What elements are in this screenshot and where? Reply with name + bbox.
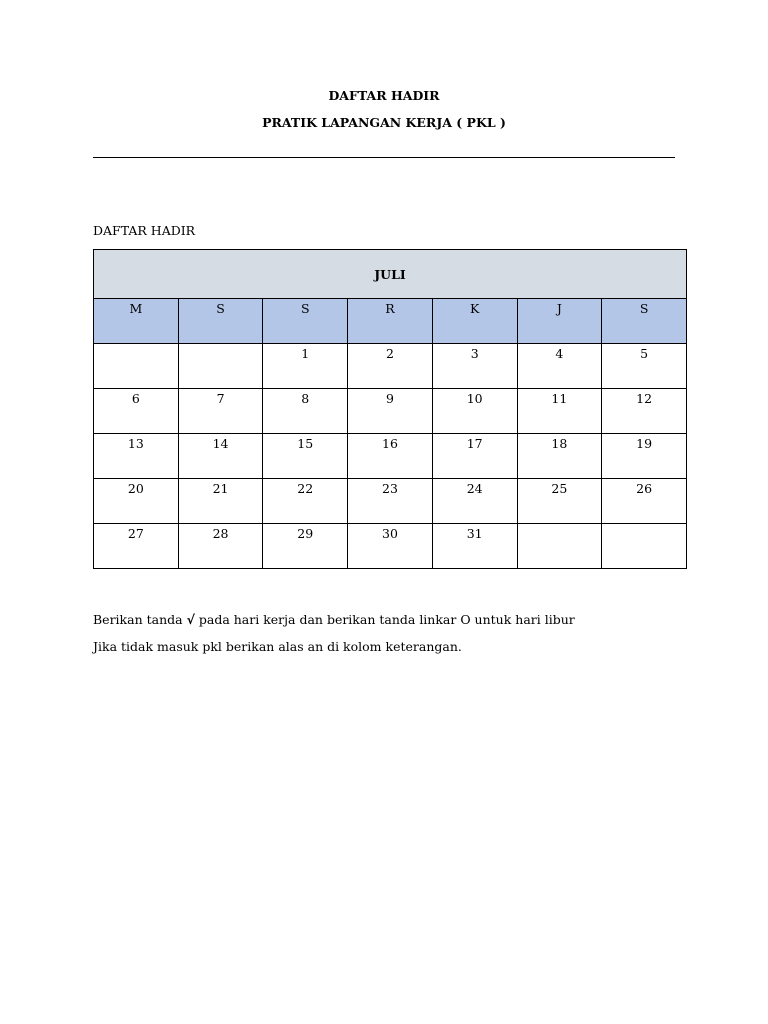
date-cell[interactable] [94,344,179,389]
date-cell[interactable]: 10 [432,389,517,434]
date-cell[interactable]: 1 [263,344,348,389]
day-header: M [94,299,179,344]
date-cell[interactable]: 30 [348,524,433,569]
date-cell[interactable]: 29 [263,524,348,569]
date-cell[interactable]: 7 [178,389,263,434]
date-cell[interactable] [178,344,263,389]
week-row [94,434,687,479]
date-cell[interactable]: 17 [432,434,517,479]
date-cell[interactable]: 16 [348,434,433,479]
date-cell[interactable]: 3 [432,344,517,389]
day-header: K [432,299,517,344]
month-header: JULI [94,250,687,299]
date-cell[interactable]: 9 [348,389,433,434]
checkmark-icon: √ [186,612,195,627]
date-cell[interactable]: 14 [178,434,263,479]
section-label: DAFTAR HADIR [93,223,196,238]
week-row [94,344,687,389]
attendance-calendar [93,249,687,569]
date-cell[interactable]: 2 [348,344,433,389]
date-cell[interactable]: 8 [263,389,348,434]
instruction-text-before: Berikan tanda [93,612,187,627]
day-header: R [348,299,433,344]
date-cell[interactable]: 13 [94,434,179,479]
date-cell[interactable]: 6 [94,389,179,434]
date-cell[interactable]: 25 [517,479,602,524]
date-cell[interactable]: 28 [178,524,263,569]
date-cell[interactable]: 27 [94,524,179,569]
date-cell[interactable]: 15 [263,434,348,479]
date-cell[interactable]: 11 [517,389,602,434]
week-row [94,524,687,569]
date-cell[interactable]: 21 [178,479,263,524]
header-divider [93,157,675,158]
day-header: S [178,299,263,344]
instruction-text-after: pada hari kerja dan berikan tanda linkar O untuk hari libur [194,612,575,627]
day-header: J [517,299,602,344]
day-header: S [602,299,687,344]
date-cell[interactable]: 23 [348,479,433,524]
date-cell[interactable]: 26 [602,479,687,524]
date-cell[interactable]: 19 [602,434,687,479]
instruction-line-1 [93,612,575,627]
date-cell[interactable]: 4 [517,344,602,389]
date-cell[interactable] [517,524,602,569]
week-row [94,389,687,434]
date-cell[interactable]: 18 [517,434,602,479]
day-header: S [263,299,348,344]
date-cell[interactable]: 31 [432,524,517,569]
document-title: DAFTAR HADIR [328,88,440,103]
date-cell[interactable]: 24 [432,479,517,524]
instruction-line-2: Jika tidak masuk pkl berikan alas an di kolom keterangan. [93,639,462,654]
day-header-row [94,299,687,344]
date-cell[interactable]: 20 [94,479,179,524]
date-cell[interactable]: 12 [602,389,687,434]
week-row [94,479,687,524]
document-subtitle: PRATIK LAPANGAN KERJA ( PKL ) [262,115,506,130]
date-cell[interactable]: 5 [602,344,687,389]
date-cell[interactable]: 22 [263,479,348,524]
date-cell[interactable] [602,524,687,569]
